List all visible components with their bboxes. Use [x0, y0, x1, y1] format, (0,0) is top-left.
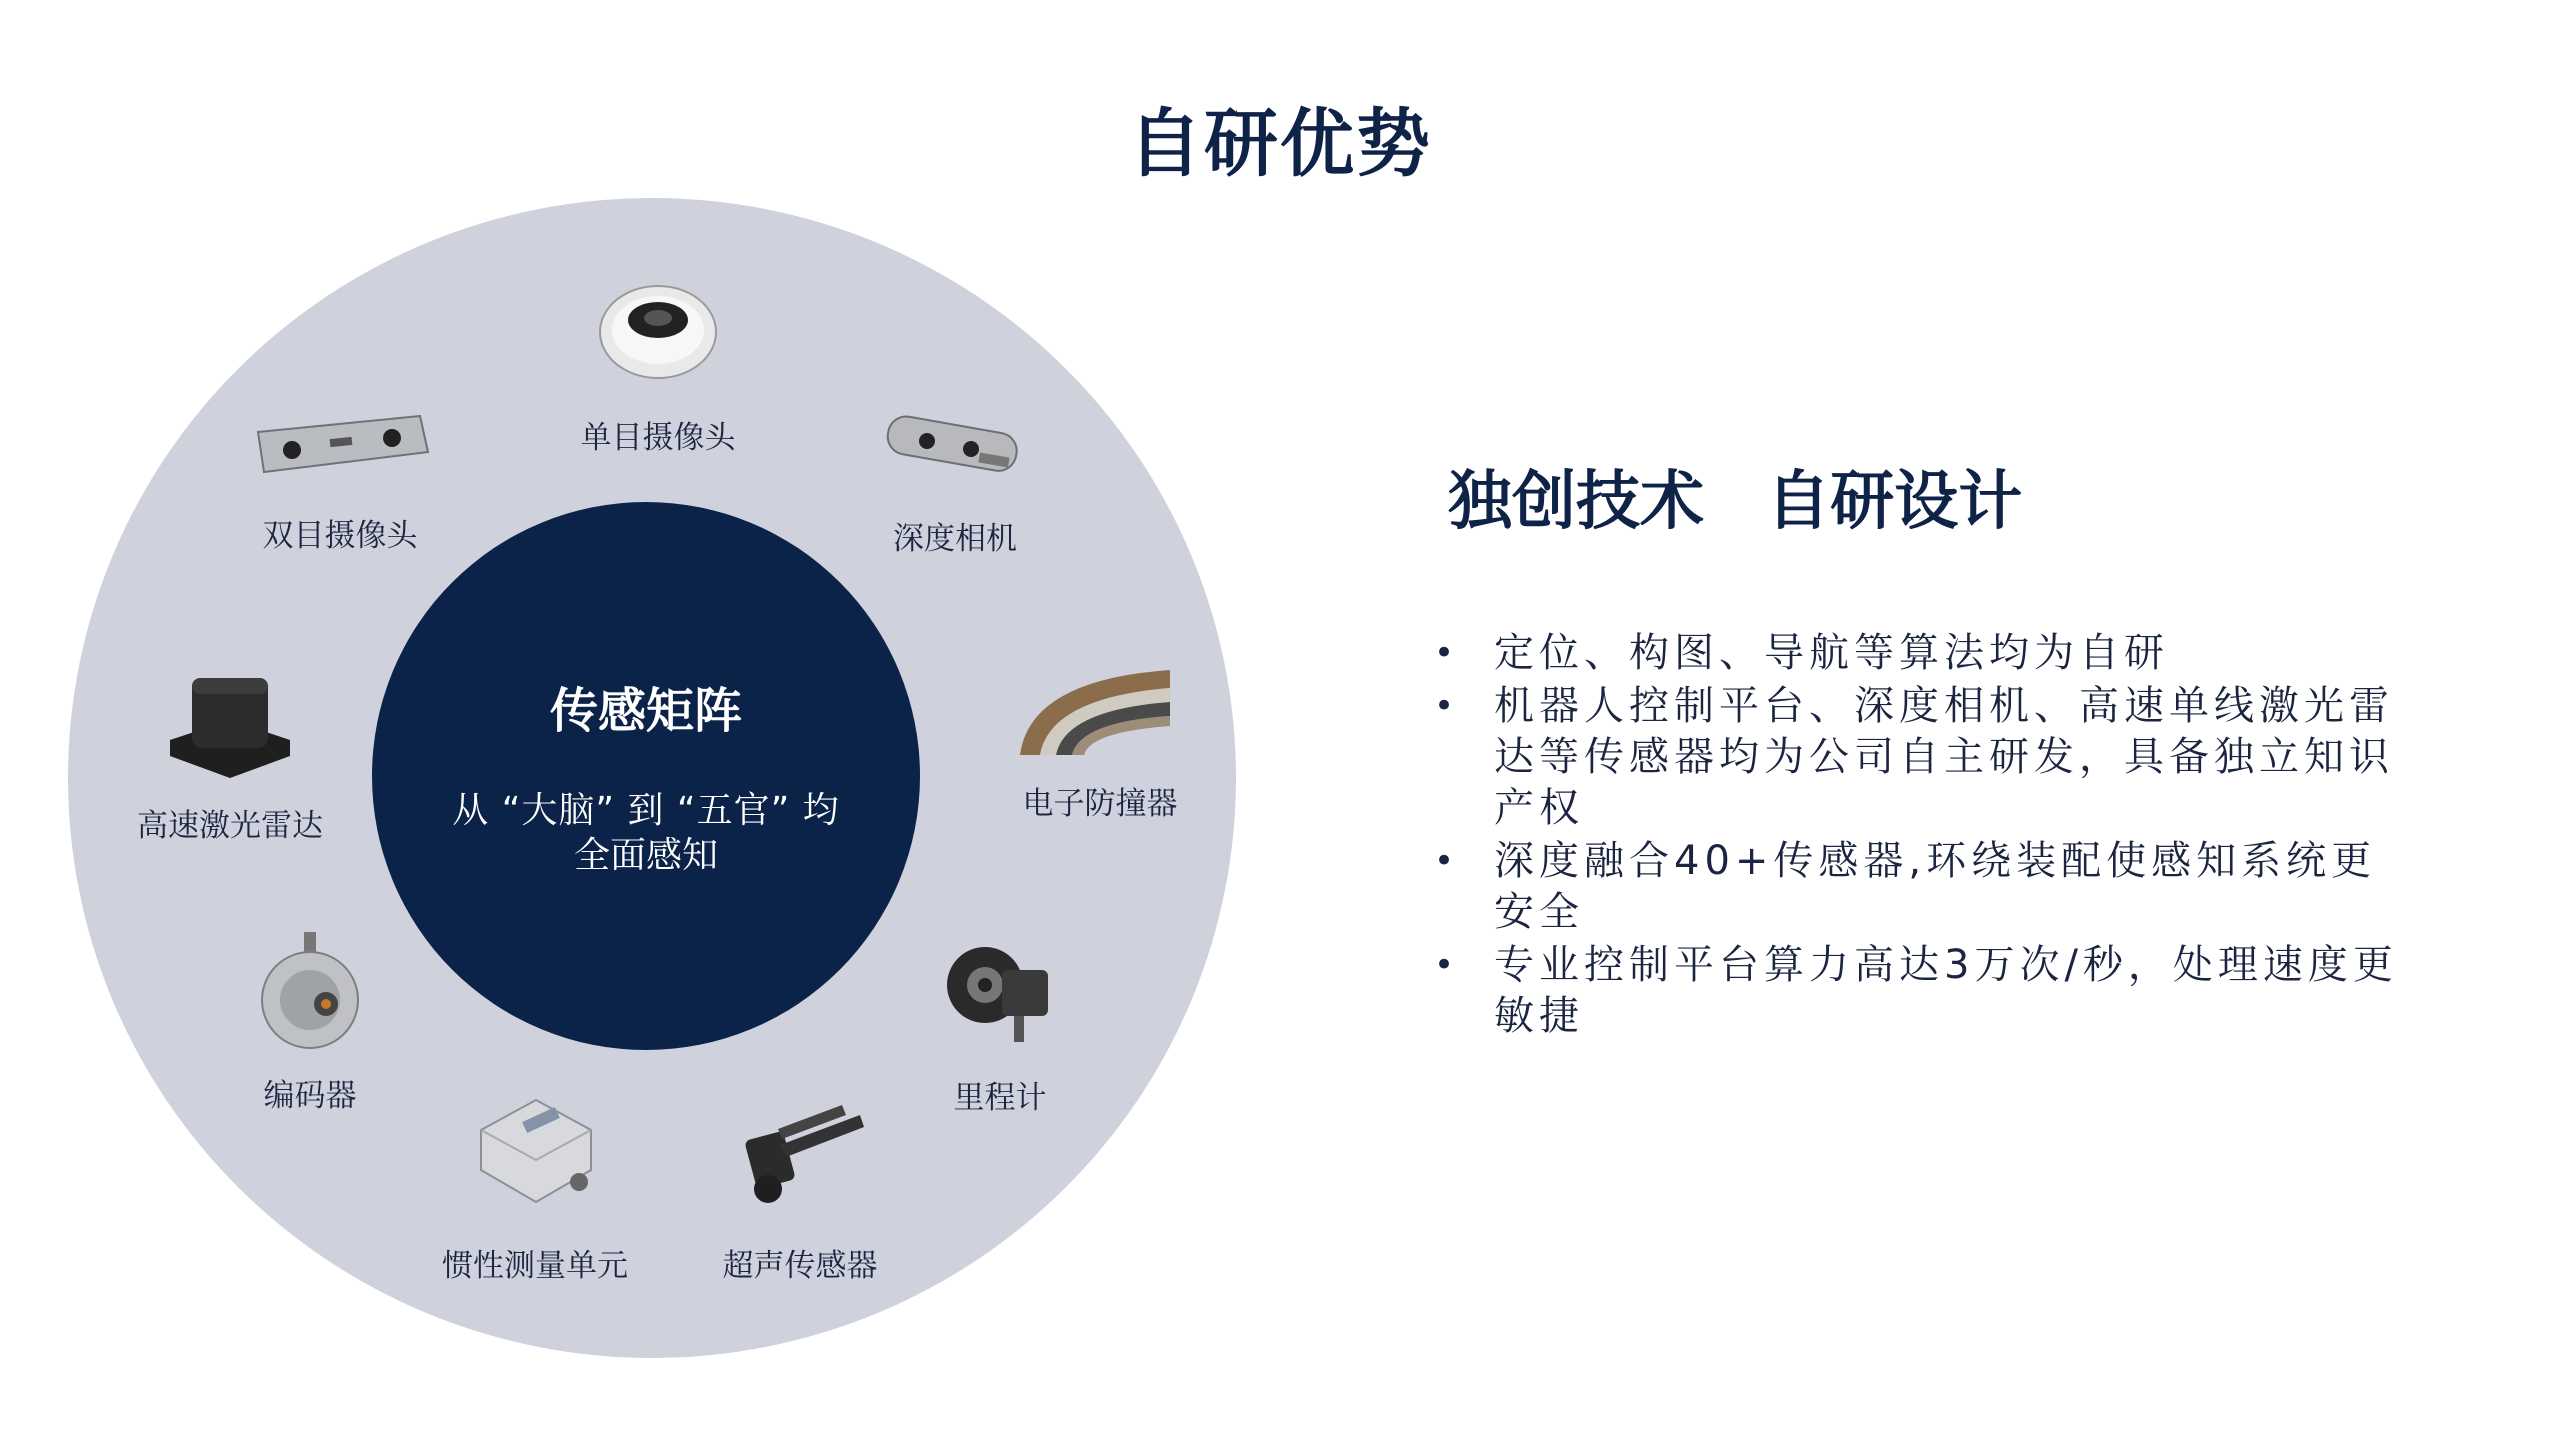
sensor-lidar — [120, 670, 340, 850]
page-title: 自研优势 — [1128, 101, 1432, 187]
sensor-stereo — [240, 400, 440, 560]
sensor-imu — [425, 1090, 645, 1290]
lidar-icon — [166, 670, 294, 780]
bullet-dot: • — [1434, 686, 1460, 726]
encoder-icon — [252, 930, 368, 1050]
list-item — [1432, 940, 2412, 1042]
sensor-label: 双目摄像头 — [262, 518, 418, 554]
stereo-camera-icon — [252, 406, 432, 486]
center-line-2: 全面感知 — [573, 835, 718, 876]
bullet-list — [1432, 628, 2412, 1044]
imu-box-icon — [471, 1090, 601, 1210]
sensor-odometer — [900, 930, 1100, 1120]
sensor-label: 编码器 — [263, 1078, 357, 1114]
bullet-dot: • — [1434, 633, 1460, 673]
sensor-monocular — [548, 270, 768, 460]
sensor-ultrasonic — [700, 1085, 900, 1285]
bullet-text: 机器人控制平台、深度相机、高速单线激光雷达等传感器均为公司自主研发，具备独立知识产权 — [1494, 683, 2394, 831]
sensor-bumper — [990, 660, 1210, 820]
sensor-depth — [855, 405, 1055, 555]
center-title: 传感矩阵 — [549, 683, 742, 739]
odometer-wheel-icon — [940, 930, 1060, 1050]
sensor-label: 惯性测量单元 — [442, 1248, 628, 1284]
list-item — [1432, 681, 2412, 834]
side-subtitle: 独创技术 自研设计 — [1448, 465, 2023, 539]
sensor-label: 里程计 — [953, 1080, 1047, 1116]
sensor-label: 深度相机 — [893, 521, 1017, 557]
center-circle — [372, 502, 920, 1050]
center-line-1: 从 “大脑” 到 “五官” 均 — [452, 790, 840, 831]
bullet-text: 专业控制平台算力高达3万次/秒，处理速度更敏捷 — [1494, 942, 2398, 1039]
sensor-label: 单目摄像头 — [580, 420, 736, 456]
bullet-text: 定位、构图、导航等算法均为自研 — [1494, 630, 2169, 676]
bullet-dot: • — [1434, 841, 1460, 881]
list-item — [1432, 836, 2412, 938]
sensor-label: 高速激光雷达 — [137, 808, 323, 844]
sensor-encoder — [210, 930, 410, 1120]
ultrasonic-sensor-icon — [730, 1085, 870, 1205]
depth-camera-icon — [879, 405, 1029, 485]
dome-camera-icon — [596, 270, 720, 380]
sensor-label: 电子防撞器 — [1022, 786, 1178, 822]
bullet-text: 深度融合40+传感器,环绕装配使感知系统更安全 — [1494, 838, 2377, 935]
bumper-strip-icon — [1010, 660, 1180, 760]
sensor-label: 超声传感器 — [722, 1248, 878, 1284]
bullet-dot: • — [1434, 945, 1460, 985]
list-item — [1432, 628, 2412, 679]
